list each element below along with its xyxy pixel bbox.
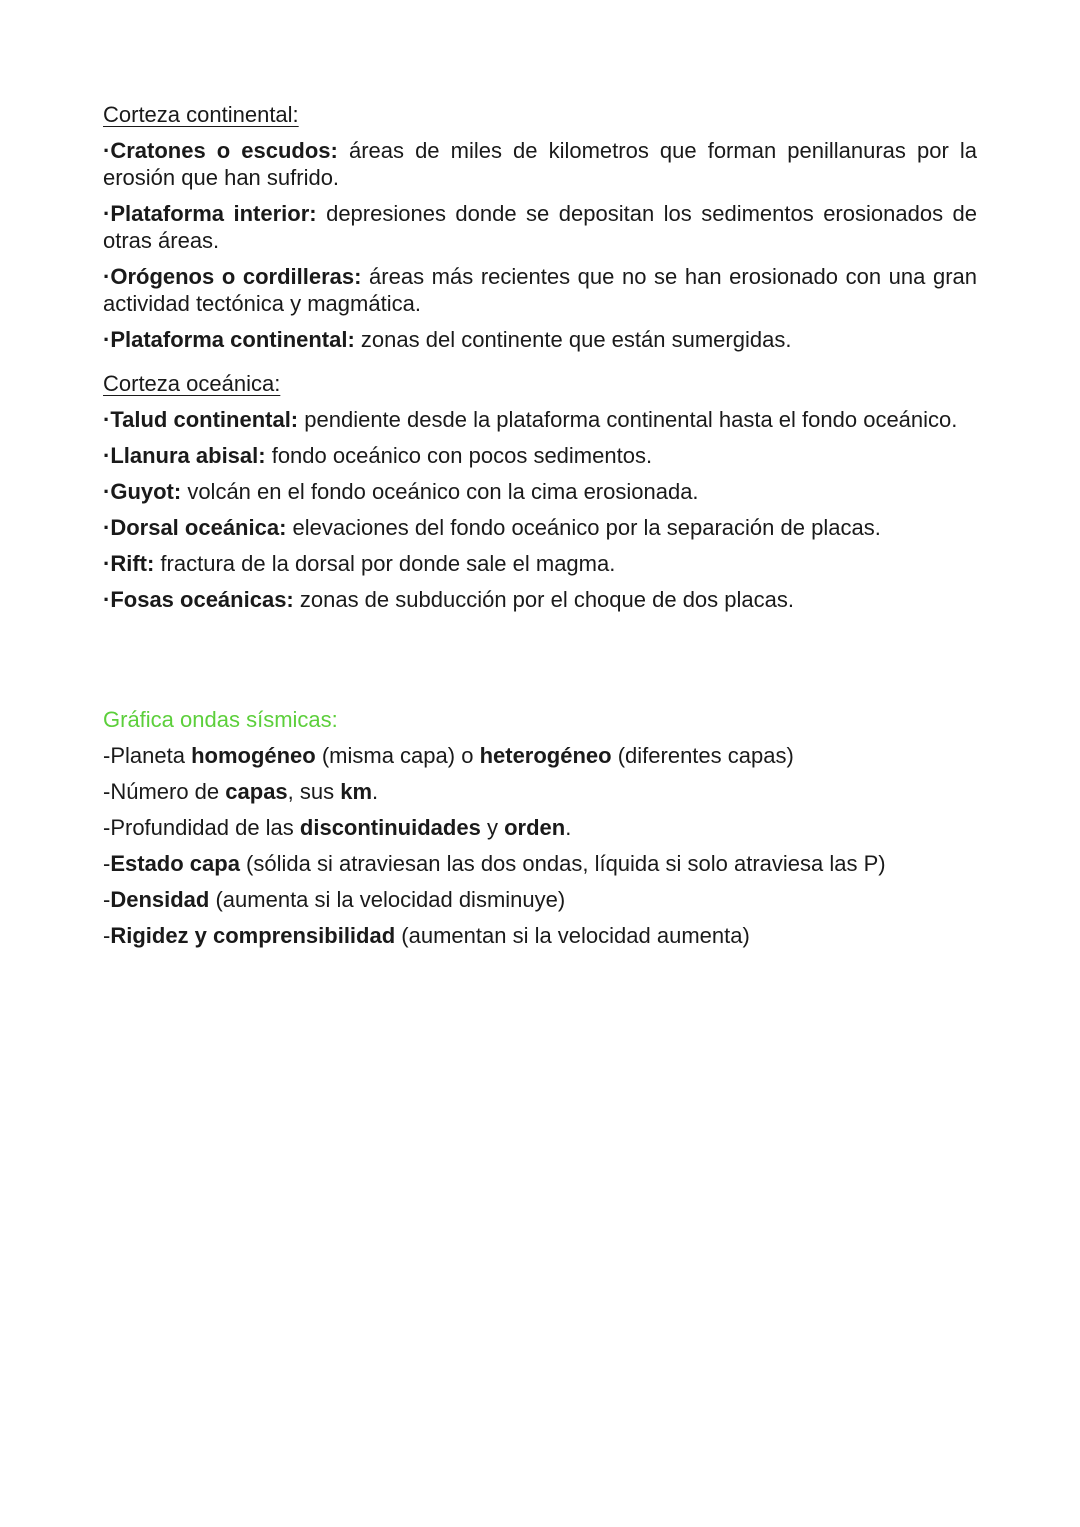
bold-text: heterogéneo (479, 743, 612, 768)
term: ·Orógenos o cordilleras: (103, 264, 362, 289)
text: -Número de (103, 779, 226, 804)
text: (aumentan si la velocidad aumenta) (395, 923, 750, 948)
term: ·Fosas oceánicas: (103, 587, 294, 612)
bold-text: Densidad (110, 887, 210, 912)
text: -Planeta (103, 743, 192, 768)
description: depresiones donde se depositan los sedimentos erosionados de otras áreas. (103, 201, 978, 253)
description: zonas de subducción por el choque de dos placas. (293, 587, 794, 612)
entry-guyot (103, 478, 977, 505)
text: (aumenta si la velocidad disminuye) (209, 887, 566, 912)
heading-continental-crust: Corteza continental: (103, 102, 299, 127)
term: ·Plataforma continental: (103, 327, 355, 352)
text: . (372, 779, 379, 804)
description: áreas de miles de kilometros que forman penillanuras por la erosión que han sufrido. (103, 138, 977, 190)
description: volcán en el fondo oceánico con la cima erosionada. (181, 479, 699, 504)
text: y (480, 815, 505, 840)
seismic-item-state (103, 850, 977, 877)
text: (sólida si atraviesan las dos ondas, líquida si solo atraviesa las P) (239, 851, 886, 876)
term: ·Cratones o escudos: (103, 138, 338, 163)
seismic-item-planet (103, 742, 977, 769)
text: - (103, 887, 111, 912)
seismic-item-density (103, 886, 977, 913)
bold-text: km (340, 779, 373, 804)
entry-cratones (103, 137, 977, 191)
entry-plataforma-continental (103, 326, 977, 353)
entry-rift (103, 550, 977, 577)
description: elevaciones del fondo oceánico por la separación de placas. (286, 515, 881, 540)
bold-text: Estado capa (110, 851, 240, 876)
term: ·Rift: (103, 551, 155, 576)
text: (misma capa) o (315, 743, 480, 768)
bold-text: Rigidez y comprensibilidad (110, 923, 396, 948)
spacer (103, 362, 977, 370)
entry-orogenos (103, 263, 977, 317)
description: fondo oceánico con pocos sedimentos. (265, 443, 653, 468)
entry-plataforma-interior (103, 200, 977, 254)
bold-text: discontinuidades (299, 815, 481, 840)
term: ·Llanura abisal: (103, 443, 266, 468)
text: - (103, 851, 111, 876)
term: ·Talud continental: (103, 407, 299, 432)
term: ·Plataforma interior: (103, 201, 317, 226)
description: zonas del continente que están sumergidas. (354, 327, 792, 352)
document-page (103, 101, 977, 958)
entry-dorsal-oceanica (103, 514, 977, 541)
text: -Profundidad de las (103, 815, 300, 840)
bold-text: homogéneo (191, 743, 316, 768)
spacer (103, 622, 977, 706)
description: fractura de la dorsal por donde sale el magma. (154, 551, 616, 576)
seismic-item-rigidity (103, 922, 977, 949)
text: (diferentes capas) (611, 743, 794, 768)
entry-fosas-oceanicas (103, 586, 977, 613)
description: áreas más recientes que no se han erosionado con una gran actividad tectónica y magmática. (103, 264, 977, 316)
seismic-item-layers (103, 778, 977, 805)
term: ·Guyot: (103, 479, 182, 504)
heading-oceanic-crust: Corteza oceánica: (103, 371, 281, 396)
entry-talud-continental (103, 406, 977, 433)
text: , sus (287, 779, 341, 804)
heading-seismic-graph: Gráfica ondas sísmicas: (103, 707, 338, 732)
description: pendiente desde la plataforma continental hasta el fondo oceánico. (298, 407, 958, 432)
term: ·Dorsal oceánica: (103, 515, 287, 540)
bold-text: capas (225, 779, 288, 804)
text: . (565, 815, 572, 840)
entry-llanura-abisal (103, 442, 977, 469)
bold-text: orden (504, 815, 566, 840)
text: - (103, 923, 111, 948)
seismic-item-depth (103, 814, 977, 841)
